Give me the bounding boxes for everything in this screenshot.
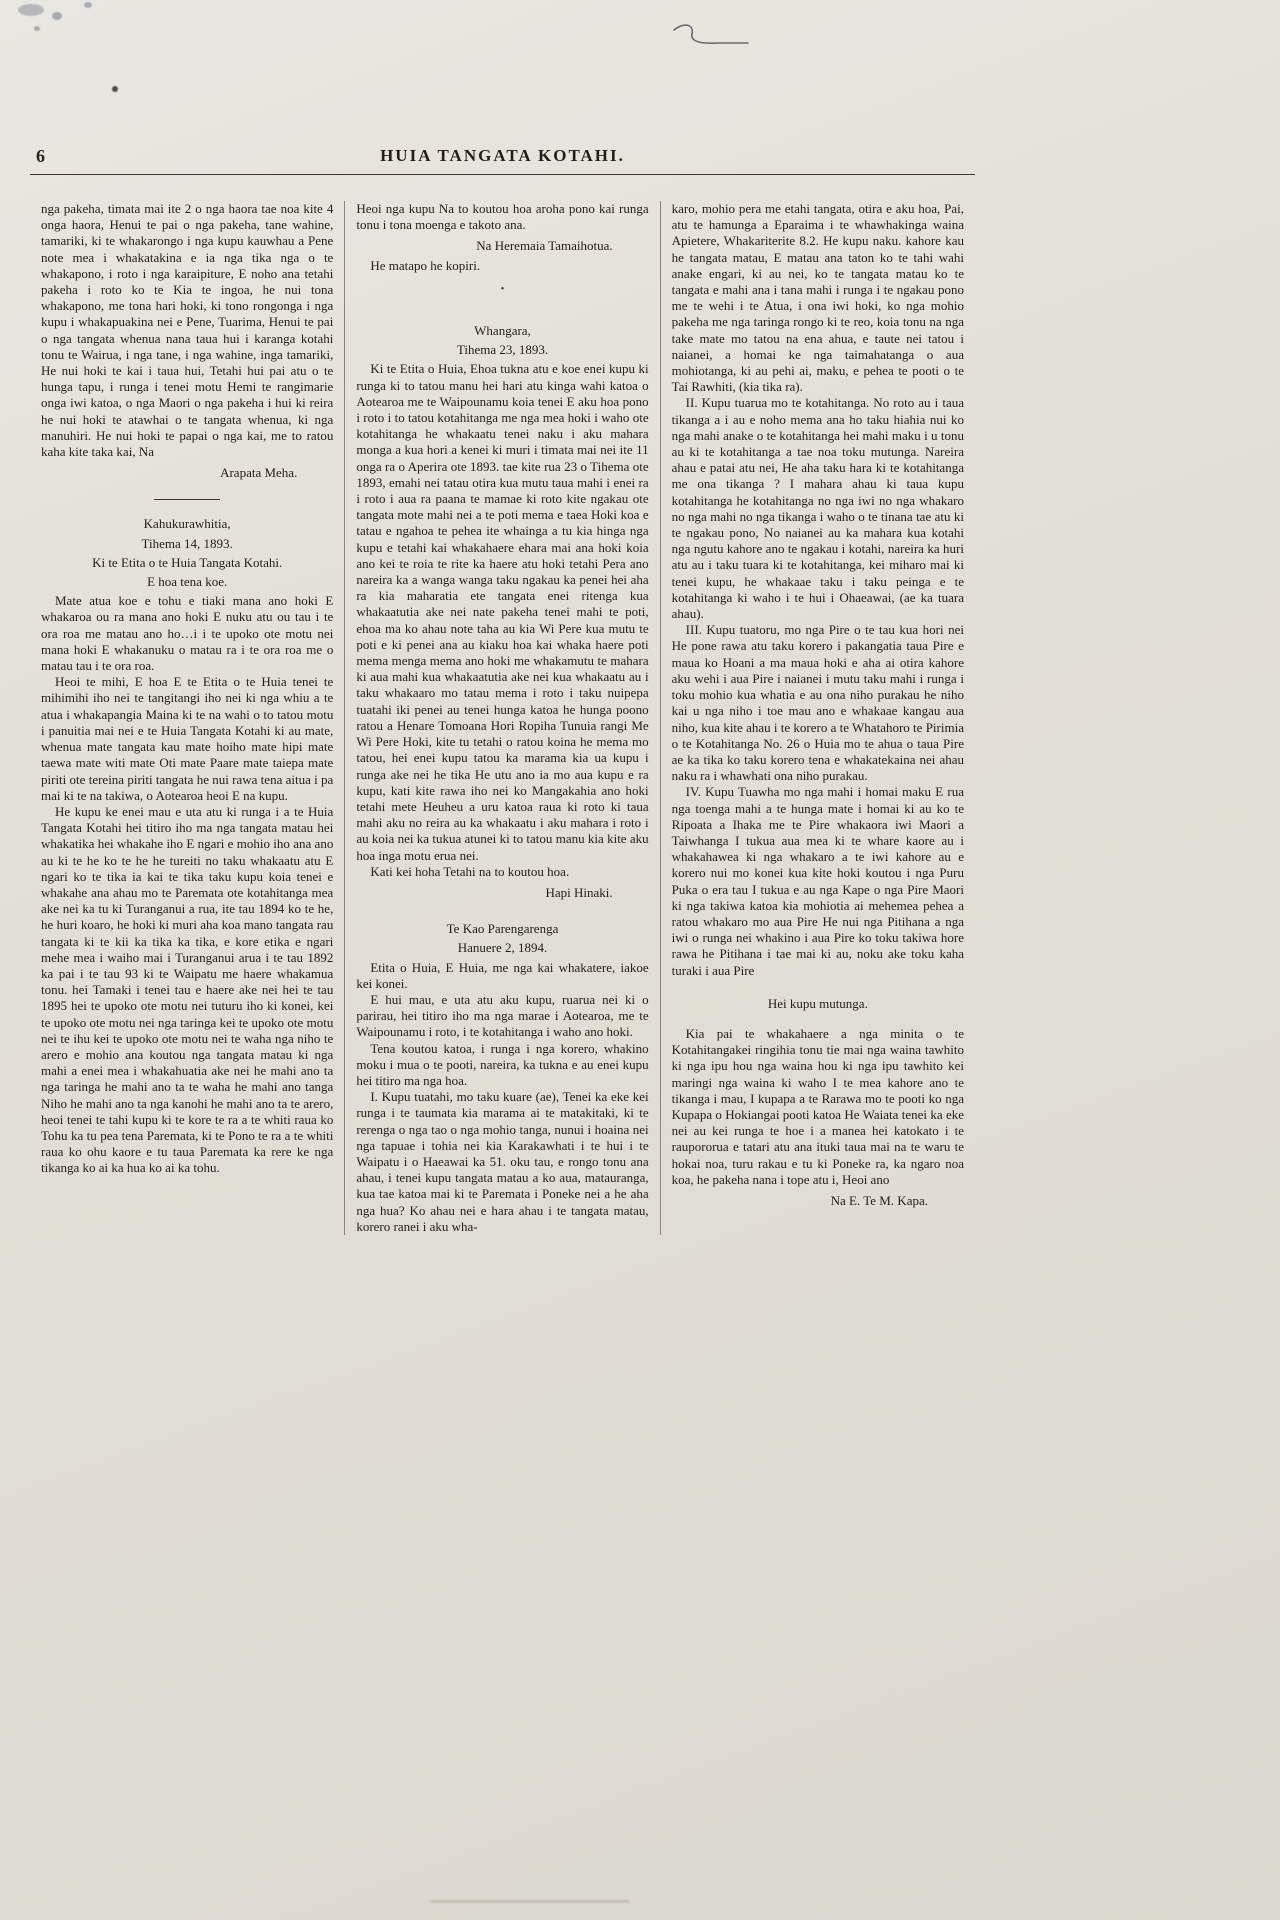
dateline: Tihema 23, 1893. — [456, 342, 549, 358]
signature: Arapata Meha. — [220, 465, 298, 481]
body-paragraph: karo, mohio pera me etahi tangata, otira e aku hoa, Pai, atu te hamunga a Eparaima i te whawhakinga waina Apietere, Whakariterite 8.2. He kupu naku. kahore kau he tangata matau, E matau ana taton ko te tahi wahi anake engari, ki au nei, ko te tangata matau ko te tangata e mahi ana i tana mahi i runga i te ngakau pono me te wehi i te Atua, i ona iwi hoki, ko nga mohio pakeha me nga taringa rongo ki te reo, koia tonu na nga take mate mo tatou na ena ahua, e taute nei tatou i naianei, a homai ke nga taimahatanga o aua mohiotanga, ki au pehi ai, maku, e pehea te pooti o te Tai Rawhiti, (kia tika ra). — [671, 201, 964, 395]
addressee-line: Ki te Etita o te Huia Tangata Kotahi. — [92, 554, 283, 570]
signature: Na E. Te M. Kapa. — [830, 1192, 928, 1208]
column-2 — [344, 201, 659, 1235]
newspaper-page — [30, 0, 975, 1235]
column-1 — [30, 201, 344, 1235]
section-divider-dot: • — [500, 283, 505, 295]
section-heading: Te Kao Parengarenga — [446, 921, 559, 937]
body-paragraph: II. Kupu tuarua mo te kotahitanga. No roto au i taua tikanga a i au e noho mema ana ho taku hiahia nui ko nga mahi anake o te kotahitanga hei mahi maku i u tonu au ki te kotahitanga a tae noa toku mutunga. Nareira ahau e patai atu nei, He aha taku hara ki te kotahitanga me ona tikanga ? I mahara ahau ki taua kupu kotahitanga he kotahitanga no nga iwi no nga whakaro no nga mahi no nga tikanga i waho o te tinana tae atu ki te ngakau pono, No naianei au ka mahara kua kotahi nga ngutu kahore ano te ngakau i kotahi, nareira ka huri atu au i taku tuara ki te kotahitanga, kei miharo mai ki tenei kupu, he whakaae taku i taku peinga e te kotahitanga ki waho i te hui i Ohaeawai, (ae ka tuara ahau). — [671, 395, 964, 622]
section-heading: Whangara, — [474, 323, 531, 339]
body-paragraph: He matapo he kopiri. — [370, 257, 481, 273]
scan-smudge — [430, 1900, 630, 1903]
body-paragraph: E hui mau, e uta atu aku kupu, ruarua nei ki o parirau, hei titiro iho ma nga marae i Aotearoa, me te Waipounamu i roto, i te kotahitanga i waho ano hoki. — [356, 991, 649, 1040]
body-paragraph: III. Kupu tuatoru, mo nga Pire o te tau kua hori nei He pone rawa atu taku korero i pakangatia taua Pire e maua ko Hoani a ma maua hoki e aha ai otira kahore aku wehi i aua Pire i naianei i mutu taku mahi i runga i toku mohio kua whatia e au ona niho purakau he niho kai u nga niho i toe mau ano e whakaae kangau aua niho, kua kite ahau i te korero a te Whatahoro te Pirimia o te Kotahitanga No. 26 o Huia mo te ahua o taua Pire ae ka tika ko taku korero tena e whakatekaina nei ahau naku ra i whawhati ona niho purakau. — [671, 622, 964, 784]
body-paragraph: Kati kei hoha Tetahi na to koutou hoa. — [370, 863, 570, 879]
body-paragraph: I. Kupu tuatahi, mo taku kuare (ae), Tenei ka eke kei runga i te taumata kia marama ai te matakitaki, ki te rerenga o nga tao o nga mohio tanga, nunui i hoaina nei nga tapuae i tohia nei kia Karakawhati i te hui i te Waipatu i o Haeawai ka 51. oku tau, e rongo tonu ana ahau, i tenei kupu tangata matau a ko aua, matauranga, kua tae katoa mai ki te Paremata i Poneke nei a he aha nga hua? Ko ahau nei e hara ahau i te tangata matau, korero ranei i aku wha- — [356, 1089, 649, 1234]
body-paragraph: Kia pai te whakahaere a nga minita o te Kotahitangakei ringihia tonu tie mai nga waina tawhito ki nga ipu hou nga waina hou ki nga ipu tawhito kei maringi nga waina ki waho I te mea kahore ano te tikanga i mau, I kupapa a te Rarawa mo te pooti ko nga Kupapa o Hokiangai pooti katoa He Waiata tenei ka eke nei au kei runga te hoe i a manea hei katokato i te raupororua e tatari atu ana ituki taua mai na te waru te hokai noa, turu rakau e tu ki Poneke ra, ka ngaro noa koa, he pakeha nana i tope atu i, Heoi ano — [671, 1025, 964, 1187]
dateline: Tihema 14, 1893. — [141, 535, 233, 551]
body-paragraph: nga pakeha, timata mai ite 2 o nga haora tae noa kite 4 onga haora, Henui te pai o nga pakeha, tane wahine, tamariki, ki te whakarongo i nga kupu kauwhau a Pene note mea i whakatakina e ia nga tika nga o te whakapono, i roto i nga karaipiture, E noho ana tetahi pakeha i roto ko te Kia te ingoa, he nui tona whakapono, me tona hari hoki, ki tono rongonga i nga kupu i whakapuakina nei e Pene, Tuarima, Henui te pai o nga tangata whenua nana taua hui i karanga kotahi tonu te Wairua, i nga tane, i nga wahine, inga tamariki, He nui hoki te kai i taua hui, Tetahi hui pai atu o te hunga tapu, i runga i tenei motu Hemi te rangimarie onga iwi katoa, o nga Maori o nga pakeha i hui ki reira he nui hoki te atawhai o te tangata whenua, ki nga manuhiri. He nui hoki te papai o nga kai, me to ratou kaha kite taka kai, Na — [41, 201, 334, 460]
salutation: E hoa tena koe. — [147, 574, 228, 590]
section-gap — [356, 306, 648, 319]
signature: Hapi Hinaki. — [545, 884, 613, 900]
body-paragraph: IV. Kupu Tuawha mo nga mahi i homai maku E rua nga toenga mahi a te hunga mate i homai ki au ko te Ripoata a Ihaka me te Pire whakaora iwi Maori a Taiwhanga I tukua aua mea ki te whare kaore au i whakahawea ki nga whakaro a te iwi kahore au e korero nui mo konei kua kite hoki koutou i nga Puru Puka o era tau I tukua e au nga Kape o nga Pire Maori ki nga takiwa katoa kia mohiotia ai mehemea pehea a ratou whakaro mo aua Pire He nui nga Pitihana a nga iwi o runga nei whakino i aua Pire ko toku takiwa hore rawa he Pitihana i tae mai ki au, noku ake toku kaha turaki i aua Pire — [671, 784, 964, 978]
header-rule — [30, 174, 975, 175]
column-3 — [660, 201, 975, 1235]
section-gap — [672, 979, 964, 992]
dateline: Hanuere 2, 1894. — [457, 940, 548, 956]
page-header — [30, 0, 975, 175]
body-paragraph: Heoi nga kupu Na to koutou hoa aroha pono kai runga tonu i tona moenga e takoto ana. — [356, 201, 649, 233]
section-heading: Kahukurawhitia, — [143, 516, 231, 532]
section-gap — [356, 904, 648, 917]
body-paragraph: Tena koutou katoa, i runga i nga korero, whakino moku i mua o te pooti, nareira, ka tukna e au enei kupu hei titiro ma nga hoa. — [356, 1040, 649, 1088]
section-heading: Hei kupu mutunga. — [767, 995, 868, 1011]
page-title: HUIA TANGATA KOTAHI. — [380, 146, 625, 165]
body-paragraph: Ki te Etita o Huia, Ehoa tukna atu e koe enei kupu ki runga ki to tatou manu hei hari atu kinga wahi katoa o Aotearoa me te Waipounamu koia tenei E aku hoa pono i roto i to tatou kotahitanga me nga mea hoki i waho ote kotahitanga he whakaatu tenei naku i aku mahara monga a kua hori a kenei ki muri i timata mai nei ite 11 onga ra o Aperira ote 1893. tae kite rua 23 o Tihema ote 1893, emahi nei tatau otira kua mutu taua mahi i enei ra i roto i aua ra paana te mamae ki roto kite ngakau ote tangata mote mahi nei a te poti mema e taea Hoki koa e tatau e ngahoa te pehea ite whainga a tu kia hinga nga kupu e tetahi kai whakahaere ehara mai ana hoki koia ano kei te roia te rite ka haere atu hoki tetahi Pera ano nareira ka a wanga wanga taku ngakau ka penei hei aha ra kia maharatia ete tangata enei ritenga kua whakaatutia ake nei nate pakeha tenei mahi te poti, ehoa ma ko ahau note taha au kia Wi Pere kua mutu te poti e ki penei ana au kiaku hoa kai whaka haere poti mema menga mema ano hoki me whakamutu te mahara ki aua mahi kua whakaatutia ake nei kua whakaatu au i taku whakaaro mo tatau mema i roto i taku nuipepa tuatahi iki penei au tenei hunga katoa he hunga poono ratou a Henare Tomoana Hori Ropiha Tunuia rangi Me Wi Pere Hoki, kite tu tetahi o ratou koina he mema mo tatou, hei enei kupu tatou ka marama kia ua kupu i runga ake nei he tika He utu ano ia mo aua kupu e ra kupu, kati kite rawa iho nei ko Mangakahia ano hoki tetahi mete Heuheu a uru katoa raua ki roto ki taua mahi aku no reira au ka whakaatu i aku mahara i roto i au koia nei ka tukua atunei ki to tatou manu kia kite aku hoa inga motu erua nei. — [356, 361, 649, 863]
body-paragraph: He kupu ke enei mau e uta atu ki runga i a te Huia Tangata Kotahi hei titiro iho ma nga tangata matau hei whakatika hei whakahe iho E ngari e mohio iho ana ano au ki te he ko te he he tureiti no taku whakaatu atu E ngari ko te tika ia kai te tika taku kupu koia tenei e whakahe ana ahau mo te Paremata ote kotahitanga mea ake nei ka tu ki Turanganui a rua, ite tau 1894 ko te he, he huri koaro, he hoki ki muri aha koa mano tangata rau tangata ki te kii ka tika ka tika, e kore etika e ngari mehe mea i waiho mai i Turanganui arua i te tau 1892 ka pai i te tau 93 ki te Waipatu me haere whakamua tonu. hei Tamaki i tenei tau e haere ake nei hei te tau 1895 hei te upoko ote motu nei tuturu iho ki konei, kei te upoko ote motu nei nga taringa kei te upoko ote motu nei te ihu kei te upoko ote motu nei te waha nga niho te arero e mohio ana koutou nga tangata matau ki nga mahi a enei mea i whakahuatia ake nei he mahi ano ta nga taringa he mahi ano ta te waha he mahi ano tanga Niho he mahi ano ta nga kanohi he mahi ano ta te arero, heoi tenei te tahi kupu ki te kore te ra a te whiti raua ko Tohu ka tu pea tena Paremata, ki te Pono te ra a te whiti raua ko ohu kaore e tu taua Paremata ka rere ke nga tikanga ko ai ka hua ko ai ka tohu. — [41, 803, 334, 1176]
section-gap — [672, 1013, 964, 1026]
signature: Na Heremaia Tamaihotua. — [476, 238, 613, 254]
page-number: 6 — [36, 146, 45, 166]
columns — [30, 201, 975, 1235]
body-paragraph: Etita o Huia, E Huia, me nga kai whakatere, iakoe kei konei. — [356, 959, 649, 991]
body-paragraph: Mate atua koe e tohu e tiaki mana ano hoki E whakaroa ou ra mana ano hoki E nuku atu ou tau i te ora roa me matau ano ho…i i te upoko ote motu nei mana hoki E whakanuku o matau ra i te ora roa me o matau tau i te ora roa. — [41, 593, 334, 674]
body-paragraph: Heoi te mihi, E hoa E te Etita o te Huia tenei te mihimihi iho nei te tangitangi iho nei ki nga whiu a te atua i whakapangia Maina ki te na wahi o to tatou motu i panuitia mai nei e te Huia Tangata Kotahi ki au mate, whenua mate tangata kau mate hoiho mate hipi mate taewa mate witi mate Oti mate Paare mate taiepa mate piriti ote tereina piriti tangata he nui rawa tena aitua i pa mai ki te na takiwa, o Aotearoa heoi E na kupu. — [41, 674, 334, 803]
section-divider — [154, 499, 220, 500]
